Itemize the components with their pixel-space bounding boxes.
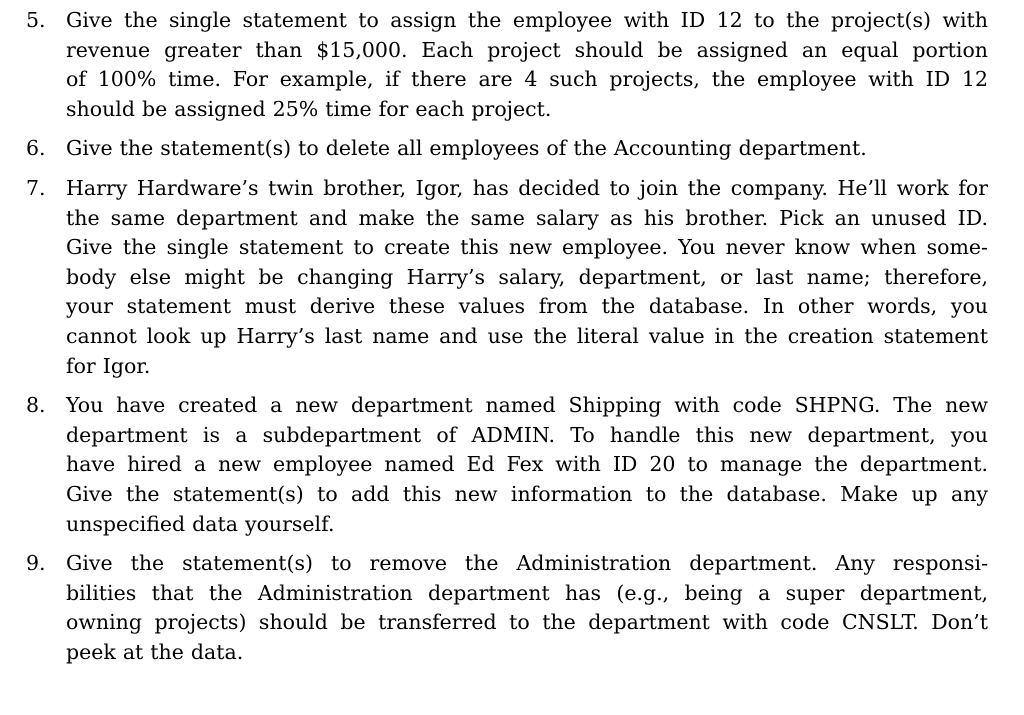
text-line: You have created a new department named Shipping with code SHPNG. The new [66,393,988,418]
text-line: department is a subdepartment of ADMIN. To handle this new department, you [66,422,988,447]
question-number: 8. [26,393,46,418]
text-line: should be assigned 25% time for each project. [66,96,552,121]
question-number: 7. [26,175,46,200]
text-line: have hired a new employee named Ed Fex with ID 20 to manage the department. [66,452,988,477]
question-item-9 [26,549,988,667]
text-line: for Igor. [66,353,151,378]
text-line: your statement must derive these values from the database. In other words, you [66,294,988,319]
text-line: peek at the data. [66,639,244,664]
question-number: 9. [26,551,46,576]
question-item-6 [26,134,988,164]
text-line: cannot look up Harry’s last name and use the literal value in the creation statement [66,323,988,348]
question-number: 6. [26,136,46,161]
text-line: of 100% time. For example, if there are 4 such projects, the employee with ID 12 [66,67,988,92]
question-text [66,391,988,539]
text-line: Give the statement(s) to remove the Administration department. Any responsi- [66,551,988,576]
question-text [66,6,988,124]
question-text [66,549,988,667]
question-list [26,6,988,677]
text-line: Give the statement(s) to delete all employees of the Accounting department. [66,136,867,161]
question-text [66,174,988,381]
text-line: Give the statement(s) to add this new information to the database. Make up any [66,481,988,506]
question-number: 5. [26,8,46,32]
text-line: revenue greater than $15,000. Each project should be assigned an equal portion [66,37,988,62]
question-item-8 [26,391,988,539]
text-line: Harry Hardware’s twin brother, Igor, has decided to join the company. He’ll work for [66,175,988,200]
text-line: bilities that the Administration department has (e.g., being a super department, [66,580,988,605]
text-line: the same department and make the same salary as his brother. Pick an unused ID. [66,205,988,230]
question-item-5 [26,6,988,124]
question-item-7 [26,174,988,381]
question-text [66,134,988,164]
text-line: body else might be changing Harry’s salary, department, or last name; therefore, [66,264,988,289]
text-line: Give the single statement to create this new employee. You never know when some- [66,235,988,260]
text-line: owning projects) should be transferred to the department with code CNSLT. Don’t [66,610,988,635]
text-line: Give the single statement to assign the employee with ID 12 to the project(s) with [66,8,988,32]
text-line: unspecified data yourself. [66,511,335,536]
